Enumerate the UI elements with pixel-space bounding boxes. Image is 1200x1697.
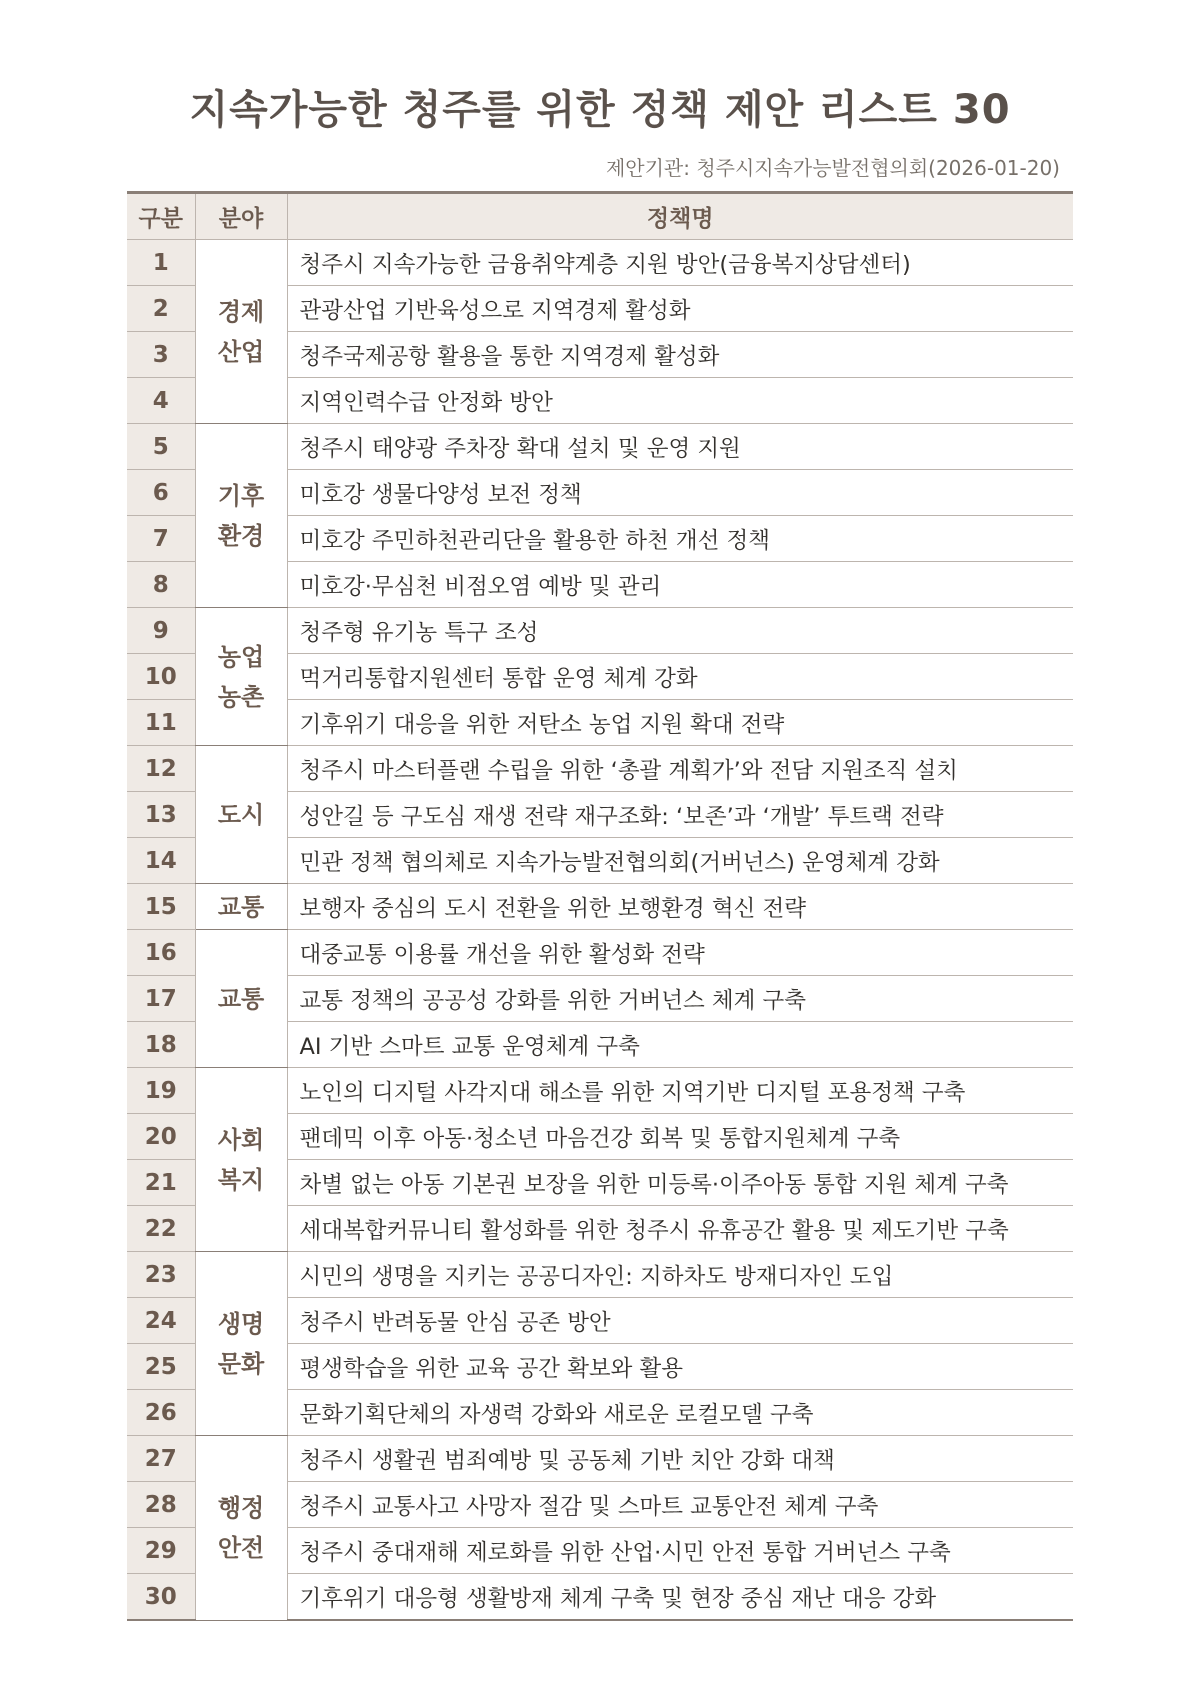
- policy-name: 민관 정책 협의체로 지속가능발전협의회(거버넌스) 운영체계 강화: [287, 838, 1073, 884]
- table-row: [127, 1068, 1073, 1114]
- field-category: 사회 복지: [195, 1068, 287, 1252]
- field-category: 교통: [195, 930, 287, 1068]
- policy-table: [127, 191, 1073, 1621]
- row-number: 5: [127, 424, 195, 470]
- policy-name: 팬데믹 이후 아동·청소년 마음건강 회복 및 통합지원체계 구축: [287, 1114, 1073, 1160]
- policy-name: 청주시 태양광 주차장 확대 설치 및 운영 지원: [287, 424, 1073, 470]
- policy-name: 평생학습을 위한 교육 공간 확보와 활용: [287, 1344, 1073, 1390]
- field-category: 농업 농촌: [195, 608, 287, 746]
- policy-name: 청주시 지속가능한 금융취약계층 지원 방안(금융복지상담센터): [287, 240, 1073, 286]
- row-number: 3: [127, 332, 195, 378]
- policy-name: 노인의 디지털 사각지대 해소를 위한 지역기반 디지털 포용정책 구축: [287, 1068, 1073, 1114]
- row-number: 1: [127, 240, 195, 286]
- policy-name: 문화기획단체의 자생력 강화와 새로운 로컬모델 구축: [287, 1390, 1073, 1436]
- proposer-info: 제안기관: 청주시지속가능발전협의회(2026-01-20): [605, 156, 1060, 180]
- row-number: 21: [127, 1160, 195, 1206]
- field-category: 교통: [195, 884, 287, 930]
- policy-name: 관광산업 기반육성으로 지역경제 활성화: [287, 286, 1073, 332]
- row-number: 9: [127, 608, 195, 654]
- policy-name: 청주시 마스터플랜 수립을 위한 ‘총괄 계획가’와 전담 지원조직 설치: [287, 746, 1073, 792]
- row-number: 16: [127, 930, 195, 976]
- table-row: [127, 424, 1073, 470]
- policy-name: 시민의 생명을 지키는 공공디자인: 지하차도 방재디자인 도입: [287, 1252, 1073, 1298]
- policy-name: 청주시 교통사고 사망자 절감 및 스마트 교통안전 체계 구축: [287, 1482, 1073, 1528]
- row-number: 14: [127, 838, 195, 884]
- table-body: [127, 240, 1073, 1621]
- field-category: 생명 문화: [195, 1252, 287, 1436]
- field-category: 도시: [195, 746, 287, 884]
- row-number: 23: [127, 1252, 195, 1298]
- table-row: [127, 884, 1073, 930]
- policy-name: 세대복합커뮤니티 활성화를 위한 청주시 유휴공간 활용 및 제도기반 구축: [287, 1206, 1073, 1252]
- table-row: [127, 746, 1073, 792]
- table-row: [127, 1436, 1073, 1482]
- row-number: 13: [127, 792, 195, 838]
- row-number: 15: [127, 884, 195, 930]
- row-number: 22: [127, 1206, 195, 1252]
- table-row: [127, 1252, 1073, 1298]
- header-no: 구분: [127, 193, 195, 240]
- document-title: 지속가능한 청주를 위한 정책 제안 리스트 30: [189, 87, 1011, 133]
- row-number: 29: [127, 1528, 195, 1574]
- policy-name: 성안길 등 구도심 재생 전략 재구조화: ‘보존’과 ‘개발’ 투트랙 전략: [287, 792, 1073, 838]
- policy-name: 청주형 유기농 특구 조성: [287, 608, 1073, 654]
- field-category: 경제 산업: [195, 240, 287, 424]
- field-category: 행정 안전: [195, 1436, 287, 1621]
- row-number: 25: [127, 1344, 195, 1390]
- field-category: 기후 환경: [195, 424, 287, 608]
- row-number: 17: [127, 976, 195, 1022]
- row-number: 26: [127, 1390, 195, 1436]
- row-number: 27: [127, 1436, 195, 1482]
- policy-name: 대중교통 이용률 개선을 위한 활성화 전략: [287, 930, 1073, 976]
- row-number: 2: [127, 286, 195, 332]
- table-header-row: [127, 193, 1073, 240]
- policy-name: 미호강 주민하천관리단을 활용한 하천 개선 정책: [287, 516, 1073, 562]
- policy-name: 보행자 중심의 도시 전환을 위한 보행환경 혁신 전략: [287, 884, 1073, 930]
- row-number: 4: [127, 378, 195, 424]
- policy-name: 미호강·무심천 비점오염 예방 및 관리: [287, 562, 1073, 608]
- policy-name: 먹거리통합지원센터 통합 운영 체계 강화: [287, 654, 1073, 700]
- policy-name: 차별 없는 아동 기본권 보장을 위한 미등록·이주아동 통합 지원 체계 구축: [287, 1160, 1073, 1206]
- row-number: 7: [127, 516, 195, 562]
- table-row: [127, 930, 1073, 976]
- policy-name: 교통 정책의 공공성 강화를 위한 거버넌스 체계 구축: [287, 976, 1073, 1022]
- policy-name: 청주시 중대재해 제로화를 위한 산업·시민 안전 통합 거버넌스 구축: [287, 1528, 1073, 1574]
- row-number: 28: [127, 1482, 195, 1528]
- row-number: 10: [127, 654, 195, 700]
- row-number: 19: [127, 1068, 195, 1114]
- header-policy: 정책명: [287, 193, 1073, 240]
- row-number: 18: [127, 1022, 195, 1068]
- row-number: 24: [127, 1298, 195, 1344]
- row-number: 11: [127, 700, 195, 746]
- policy-name: 청주시 반려동물 안심 공존 방안: [287, 1298, 1073, 1344]
- row-number: 12: [127, 746, 195, 792]
- table-row: [127, 240, 1073, 286]
- table-row: [127, 608, 1073, 654]
- row-number: 6: [127, 470, 195, 516]
- policy-name: 청주국제공항 활용을 통한 지역경제 활성화: [287, 332, 1073, 378]
- policy-name: 기후위기 대응형 생활방재 체계 구축 및 현장 중심 재난 대응 강화: [287, 1574, 1073, 1621]
- header-field: 분야: [195, 193, 287, 240]
- row-number: 8: [127, 562, 195, 608]
- row-number: 30: [127, 1574, 195, 1621]
- policy-name: AI 기반 스마트 교통 운영체계 구축: [287, 1022, 1073, 1068]
- row-number: 20: [127, 1114, 195, 1160]
- policy-name: 미호강 생물다양성 보전 정책: [287, 470, 1073, 516]
- policy-name: 기후위기 대응을 위한 저탄소 농업 지원 확대 전략: [287, 700, 1073, 746]
- policy-name: 청주시 생활권 범죄예방 및 공동체 기반 치안 강화 대책: [287, 1436, 1073, 1482]
- policy-name: 지역인력수급 안정화 방안: [287, 378, 1073, 424]
